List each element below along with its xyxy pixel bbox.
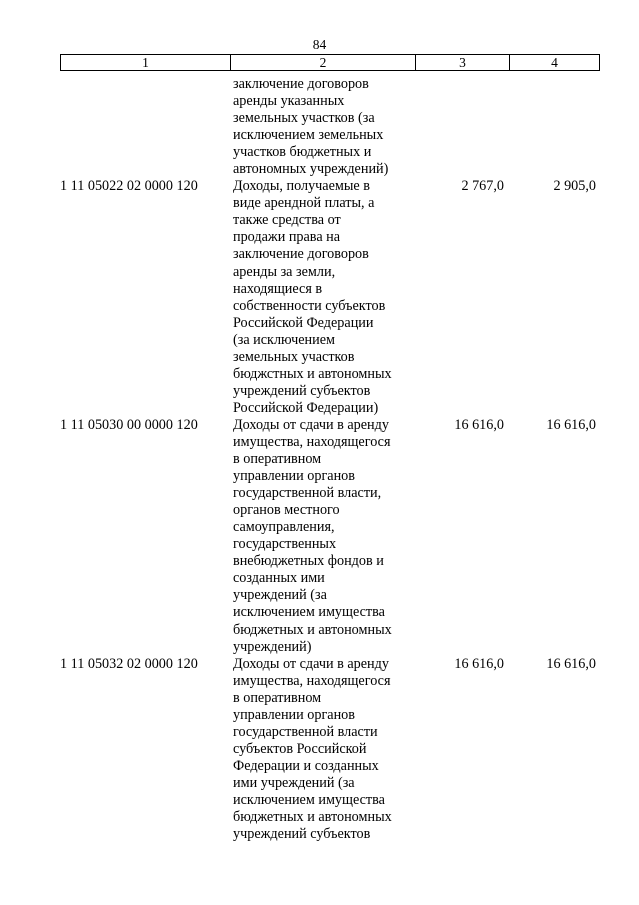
- table-row: [60, 656, 600, 844]
- column-header-1: 1: [142, 55, 149, 70]
- revenue-code: 1 11 05030 00 0000 120: [60, 416, 198, 433]
- revenue-description: Доходы от сдачи в аренду имущества, находящегося в оперативном управлении органов государственной власти, органов местного самоуправления, государственных внебюджетных фондов и созданных ими учреждений (за исключением имущества бюджетных и автономных учреждений): [233, 416, 392, 655]
- column-header-3: 3: [415, 55, 509, 70]
- amount-column-3: 16 616,0: [454, 655, 504, 672]
- revenue-code: 1 11 05032 02 0000 120: [60, 655, 198, 672]
- table-body: [60, 76, 600, 843]
- revenue-description: Доходы, получаемые в виде арендной платы, а также средства от продажи права на заключение договоров аренды за земли, находящиеся в собственности субъектов Российской Федерации (за исключением земельных участков бюджстных и автономных учреждений субъектов Российской Федерации): [233, 178, 392, 416]
- revenue-description: заключение договоров аренды указанных земельных участков (за исключением земельных участков бюджетных и автономных учреждений): [233, 76, 389, 178]
- amount-column-4: 16 616,0: [546, 655, 596, 672]
- table-header-row: [60, 54, 600, 71]
- table-row: [60, 76, 600, 178]
- table-row: [60, 178, 600, 417]
- column-header-2: 2: [230, 55, 415, 70]
- revenue-description: Доходы от сдачи в аренду имущества, находящегося в оперативном управлении органов государственной власти субъектов Российской Федерации и созданных ими учреждений (за исключением имущества бюджетных и автономных учреждений субъектов: [233, 655, 392, 843]
- revenue-code: 1 11 05022 02 0000 120: [60, 178, 198, 195]
- amount-column-4: 16 616,0: [546, 416, 596, 433]
- amount-column-4: 2 905,0: [553, 178, 596, 195]
- page-number: 84: [312, 37, 327, 52]
- amount-column-3: 16 616,0: [454, 416, 504, 433]
- table-row: [60, 417, 600, 656]
- amount-column-3: 2 767,0: [461, 178, 504, 195]
- column-header-4: 4: [509, 55, 599, 70]
